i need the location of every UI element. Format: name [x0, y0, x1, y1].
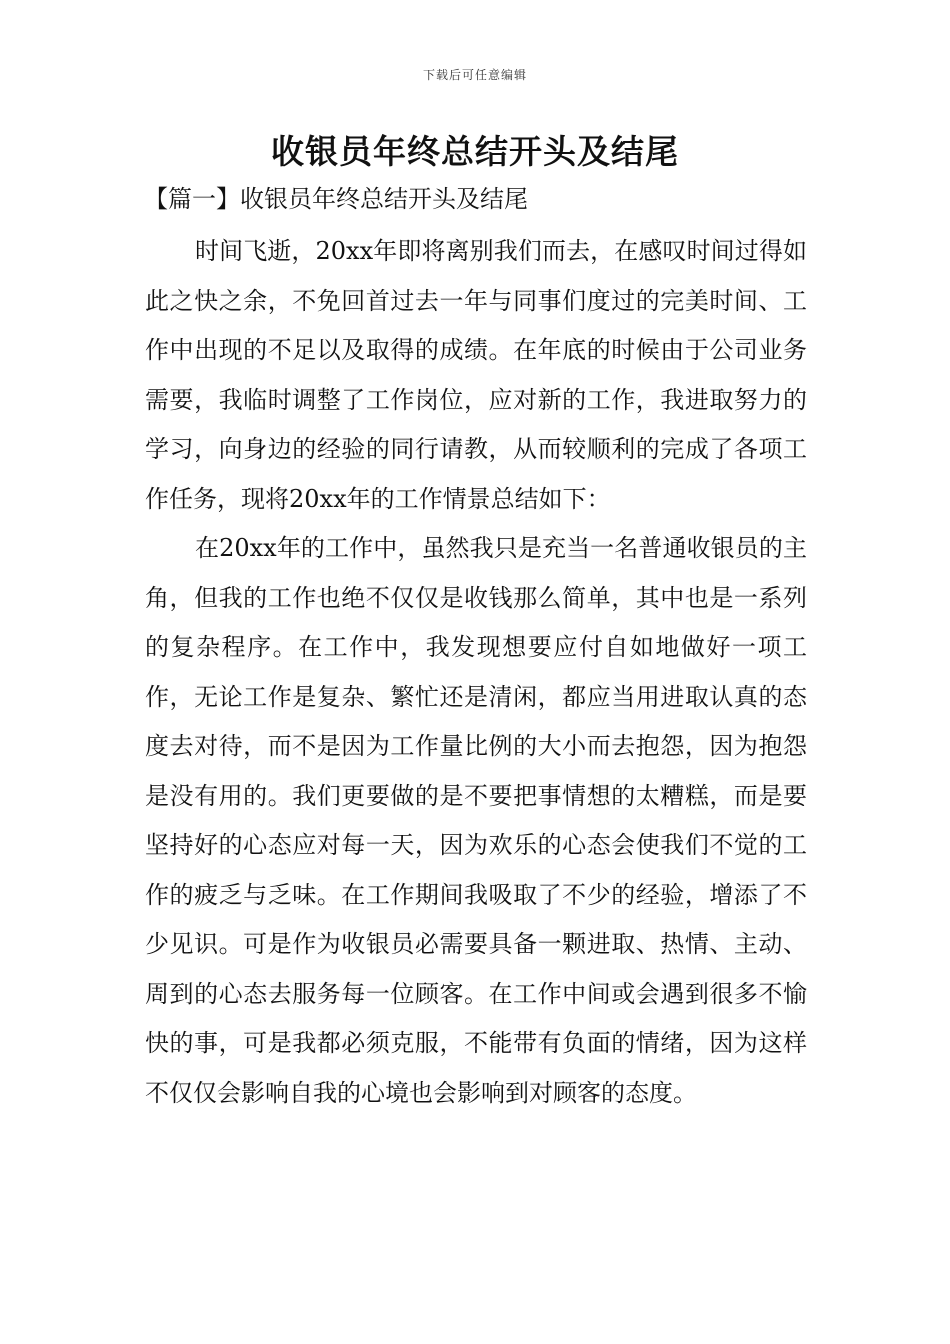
body-text — [145, 227, 807, 1118]
header-note: 下载后可任意编辑 — [422, 68, 527, 82]
page-title: 收银员年终总结开头及结尾 — [271, 132, 679, 171]
paragraph: 在20xx年的工作中，虽然我只是充当一名普通收银员的主角，但我的工作也绝不仅仅是收钱那么简单，其中也是一系列的复杂程序。在工作中，我发现想要应付自如地做好一项工作，无论工作是复杂、繁忙还是清闲，都应当用进取认真的态度去对待，而不是因为工作量比例的大小而去抱怨，因为抱怨是没有用的。我们更要做的是不要把事情想的太糟糕，而是要坚持好的心态应对每一天，因为欢乐的心态会使我们不觉的工作的疲乏与乏味。在工作期间我吸取了不少的经验，增添了不少见识。可是作为收银员必需要具备一颗进取、热情、主动、周到的心态去服务每一位顾客。在工作中间或会遇到很多不愉快的事，可是我都必须克服，不能带有负面的情绪，因为这样不仅仅会影响自我的心境也会影响到对顾客的态度。 — [145, 534, 807, 1107]
section-heading: 【篇一】收银员年终总结开头及结尾 — [144, 185, 528, 213]
paragraph: 时间飞逝，20xx年即将离别我们而去，在感叹时间过得如此之快之余，不免回首过去一年与同事们度过的完美时间、工作中出现的不足以及取得的成绩。在年底的时候由于公司业务需要，我临时调整了工作岗位，应对新的工作，我进取努力的学习，向身边的经验的同行请教，从而较顺利的完成了各项工作任务，现将20xx年的工作情景总结如下： — [145, 237, 807, 513]
